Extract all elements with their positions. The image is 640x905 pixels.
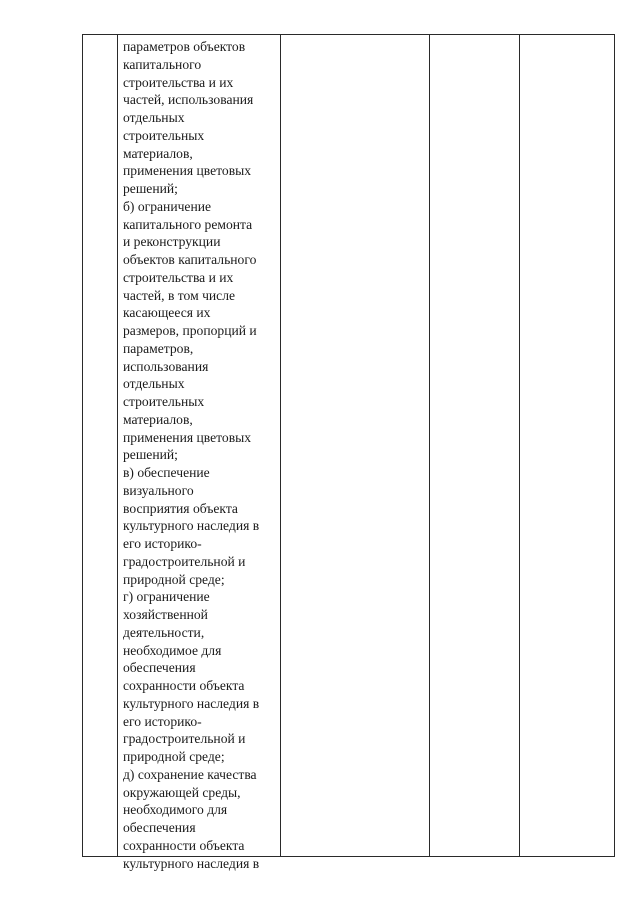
column-divider [280,35,281,856]
table-cell-text: параметров объектов капитального строительства и их частей, использования отдельных строительных материалов, применения цветовых решений; б) ограничение капитального ремонта и реконструкции объектов капитального строительства и их частей, в том числе касающееся их размеров, пропорций и параметров, использования отдельных строительных материалов, применения цветовых решений; в) обеспечение визуального восприятия объекта культурного наследия в его историко- градостроительной и природной среде; г) ограничение хозяйственной деятельности, необходимое для обеспечения сохранности объекта культурного наследия в его историко- градостроительной и природной среде; д) сохранение качества окружающей среды, необходимого для обеспечения сохранности объекта культурного наследия в [123,39,260,871]
table-fragment [82,34,615,871]
column-divider [429,35,430,856]
column-divider [117,35,118,856]
column-divider [519,35,520,856]
